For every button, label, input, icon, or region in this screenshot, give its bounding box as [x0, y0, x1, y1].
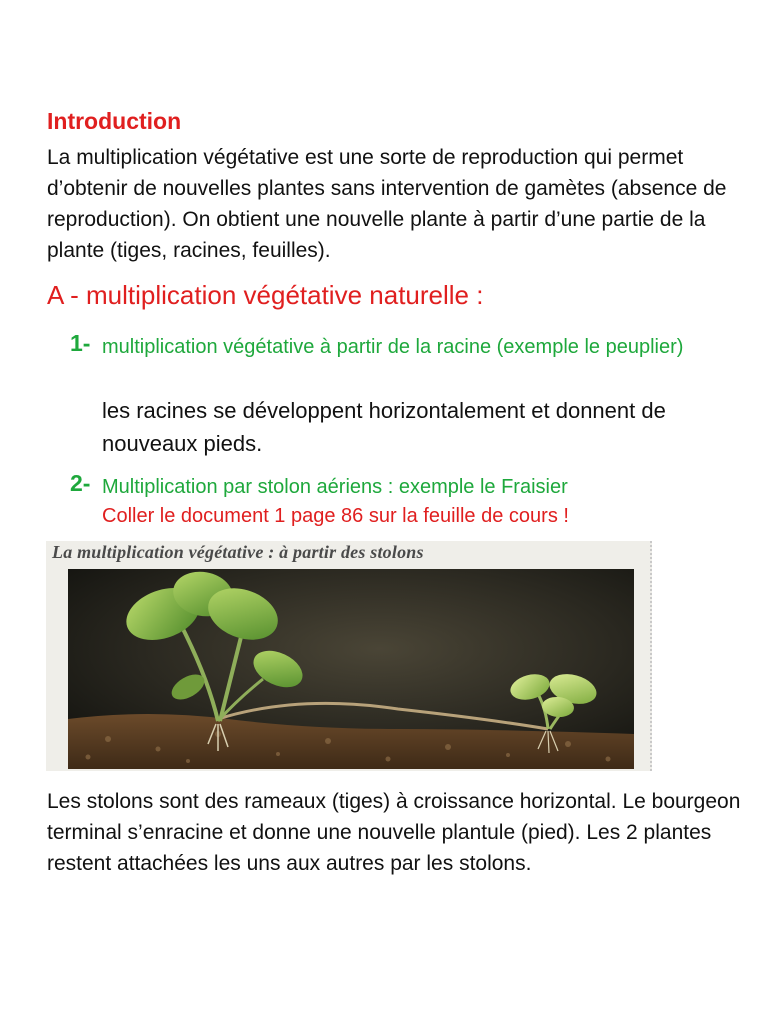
- list-item-number: 1-: [70, 330, 91, 356]
- list-item-title: multiplication végétative à partir de la racine (exemple le peuplier): [102, 336, 684, 358]
- stolons-paragraph: Les stolons sont des rameaux (tiges) à croissance horizontal. Le bourgeon terminal s’enracine et donne une nouvelle plantule (pied). Les 2 plantes restent attachées les uns aux autres par les stolons.: [47, 790, 741, 875]
- introduction-paragraph: La multiplication végétative est une sorte de reproduction qui permet d’obtenir de nouvelles plantes sans intervention de gamètes (absence de reproduction). On obtient une nouvelle plante à partir d’une partie de la plante (tiges, racines, feuilles).: [47, 146, 727, 262]
- figure-caption: La multiplication végétative : à partir des stolons: [52, 542, 424, 562]
- list-item-title: Multiplication par stolon aériens : exemple le Fraisier: [102, 476, 568, 498]
- instruction-note: Coller le document 1 page 86 sur la feuille de cours !: [102, 505, 569, 527]
- introduction-heading: Introduction: [47, 108, 182, 134]
- strawberry-plant-illustration: [68, 569, 634, 769]
- list-item-number: 2-: [70, 470, 91, 496]
- strawberry-photo: [68, 569, 634, 769]
- section-a-heading: A - multiplication végétative naturelle :: [47, 280, 484, 310]
- list-item-1-body: les racines se développent horizontalement et donnent de nouveaux pieds.: [102, 398, 666, 456]
- stolon-figure: [46, 541, 652, 771]
